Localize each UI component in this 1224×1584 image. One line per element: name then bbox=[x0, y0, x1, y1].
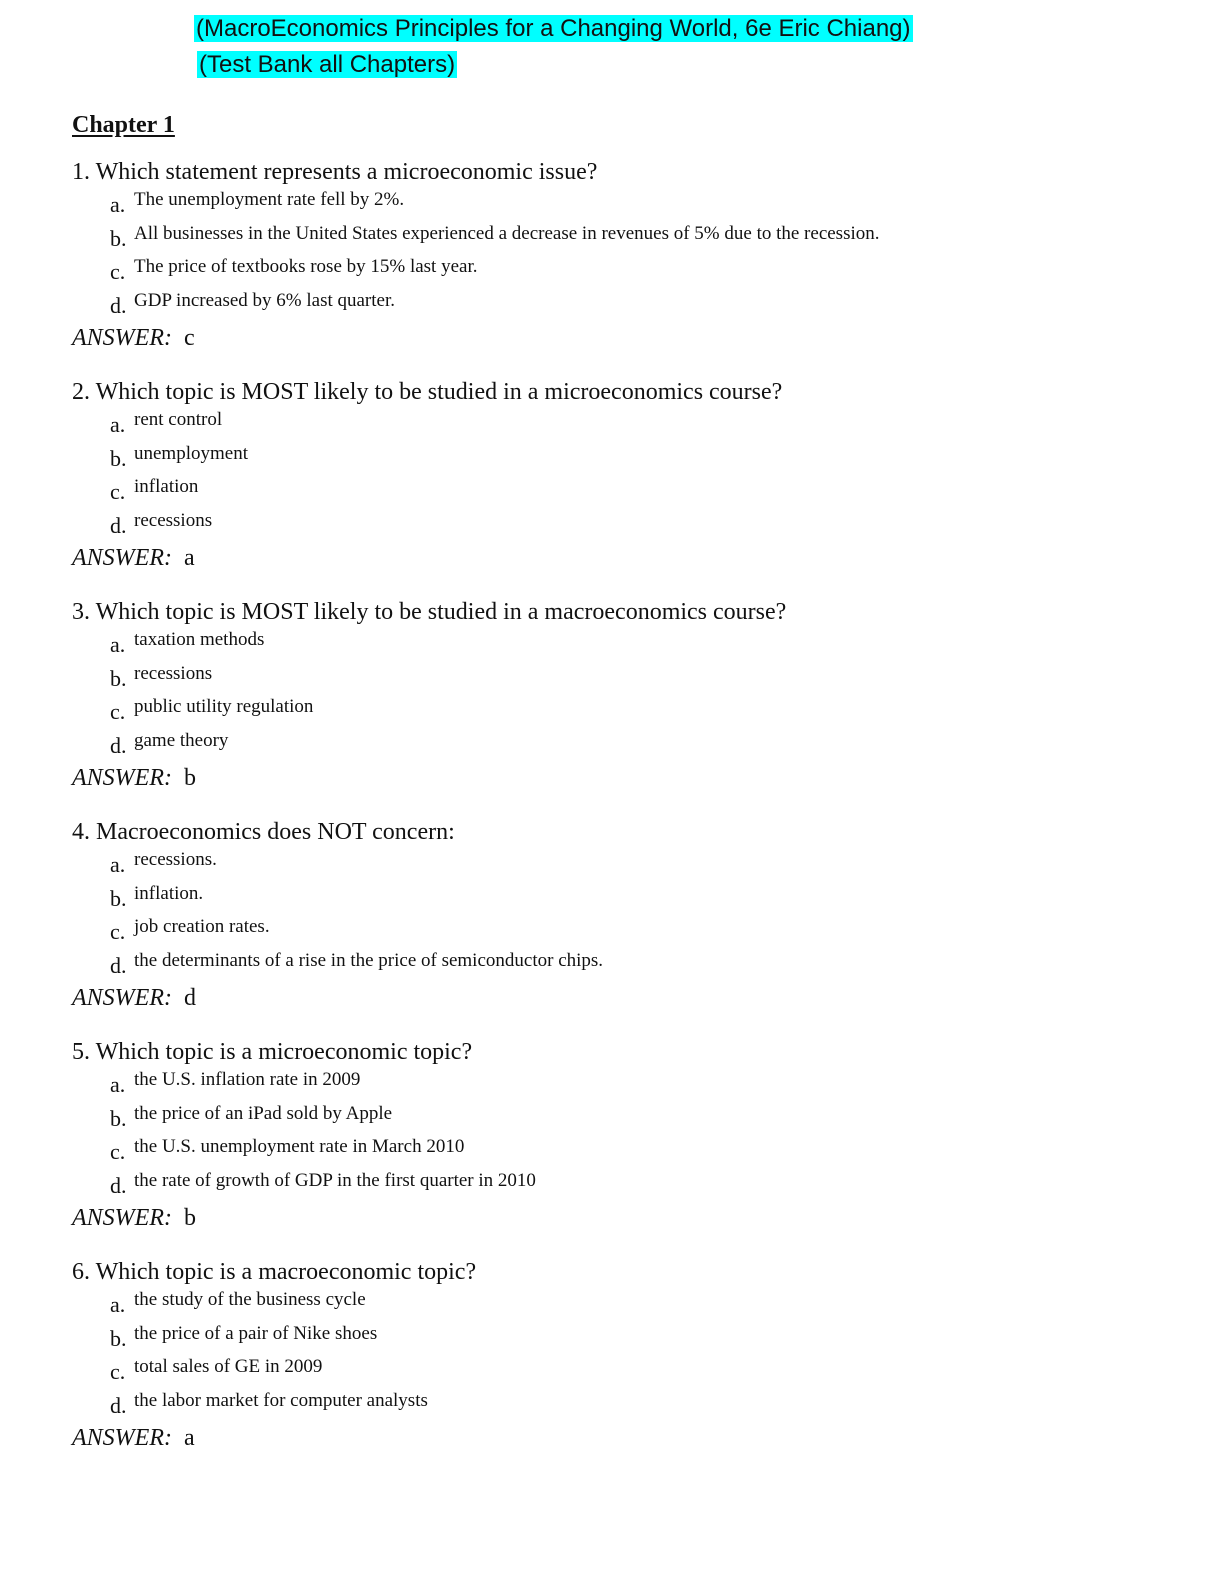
header-title: (MacroEconomics Principles for a Changing World, 6e Eric Chiang) bbox=[196, 15, 911, 42]
question-text bbox=[72, 157, 1172, 187]
choice-item bbox=[110, 407, 1172, 441]
choice-item bbox=[110, 187, 1172, 221]
choice-list bbox=[110, 1287, 1172, 1421]
header-title-line bbox=[194, 14, 913, 44]
choice-letter: d. bbox=[110, 952, 127, 978]
question-text bbox=[72, 597, 1172, 627]
choice-letter: a. bbox=[110, 1072, 126, 1097]
answer-value: a bbox=[183, 1425, 195, 1451]
choice-item bbox=[110, 1101, 1172, 1135]
answer-label: ANSWER: bbox=[72, 985, 172, 1011]
choice-item bbox=[110, 1354, 1172, 1388]
choice-item bbox=[110, 627, 1172, 661]
question-text bbox=[72, 377, 1172, 407]
choice-text: recessions. bbox=[134, 849, 217, 870]
question-item bbox=[72, 377, 1172, 597]
question-list bbox=[72, 157, 1172, 1477]
choice-item bbox=[110, 474, 1172, 508]
choice-list bbox=[110, 847, 1172, 981]
choice-list bbox=[110, 407, 1172, 541]
header-subtitle: (Test Bank all Chapters) bbox=[199, 51, 456, 78]
choice-letter: d. bbox=[110, 732, 127, 758]
answer-value: d bbox=[183, 985, 196, 1011]
choice-item bbox=[110, 1134, 1172, 1168]
question-number: 1. bbox=[72, 159, 90, 185]
choice-item bbox=[110, 221, 1172, 255]
choice-text: public utility regulation bbox=[134, 696, 314, 717]
question-prompt: Which statement represents a microeconomic issue? bbox=[95, 159, 598, 185]
choice-letter: d. bbox=[110, 1172, 127, 1198]
answer-line bbox=[72, 543, 1172, 573]
answer-label: ANSWER: bbox=[72, 1205, 172, 1231]
choice-item bbox=[110, 948, 1172, 982]
choice-item bbox=[110, 254, 1172, 288]
choice-item bbox=[110, 847, 1172, 881]
answer-line bbox=[72, 1203, 1172, 1233]
choice-letter: b. bbox=[110, 885, 127, 911]
choice-letter: a. bbox=[110, 192, 126, 217]
choice-letter: c. bbox=[110, 1359, 126, 1384]
choice-letter: a. bbox=[110, 852, 126, 877]
choice-letter: d. bbox=[110, 1392, 127, 1418]
choice-list bbox=[110, 187, 1172, 321]
choice-item bbox=[110, 881, 1172, 915]
choice-item bbox=[110, 1067, 1172, 1101]
choice-item bbox=[110, 728, 1172, 762]
choice-text: the study of the business cycle bbox=[134, 1289, 366, 1310]
choice-text: total sales of GE in 2009 bbox=[134, 1356, 323, 1377]
choice-item bbox=[110, 288, 1172, 322]
question-prompt: Which topic is MOST likely to be studied in a macroeconomics course? bbox=[95, 599, 787, 625]
choice-item bbox=[110, 661, 1172, 695]
choice-item bbox=[110, 508, 1172, 542]
choice-text: The price of textbooks rose by 15% last year. bbox=[134, 256, 478, 277]
choice-list bbox=[110, 1067, 1172, 1201]
answer-value: b bbox=[183, 765, 196, 791]
question-item bbox=[72, 817, 1172, 1037]
choice-letter: b. bbox=[110, 1105, 127, 1131]
question-text bbox=[72, 1257, 1172, 1287]
answer-line bbox=[72, 323, 1172, 353]
chapter-heading: Chapter 1 bbox=[72, 112, 175, 138]
choice-text: the labor market for computer analysts bbox=[134, 1389, 428, 1411]
question-number: 4. bbox=[72, 819, 90, 845]
answer-value: b bbox=[183, 1205, 196, 1231]
answer-value: a bbox=[183, 545, 195, 571]
choice-letter: a. bbox=[110, 632, 126, 657]
choice-text: recessions bbox=[134, 662, 213, 684]
answer-label: ANSWER: bbox=[72, 325, 172, 351]
question-prompt: Which topic is a macroeconomic topic? bbox=[95, 1259, 477, 1285]
question-item bbox=[72, 1037, 1172, 1257]
answer-value: c bbox=[183, 325, 195, 351]
choice-letter: d. bbox=[110, 512, 127, 538]
choice-text: the price of an iPad sold by Apple bbox=[134, 1102, 393, 1124]
choice-letter: c. bbox=[110, 479, 126, 504]
question-prompt: Which topic is MOST likely to be studied in a microeconomics course? bbox=[95, 379, 783, 405]
choice-text: the determinants of a rise in the price of semiconductor chips. bbox=[134, 949, 604, 971]
choice-letter: c. bbox=[110, 1139, 126, 1164]
choice-text: taxation methods bbox=[134, 629, 265, 650]
question-text bbox=[72, 1037, 1172, 1067]
question-number: 5. bbox=[72, 1039, 90, 1065]
question-item bbox=[72, 597, 1172, 817]
choice-item bbox=[110, 1388, 1172, 1422]
choice-text: recessions bbox=[134, 509, 213, 531]
choice-text: All businesses in the United States experienced a decrease in revenues of 5% due to the recession. bbox=[134, 222, 880, 244]
choice-text: the rate of growth of GDP in the first quarter in 2010 bbox=[134, 1169, 536, 1191]
choice-letter: b. bbox=[110, 225, 127, 251]
header-subtitle-line bbox=[197, 50, 913, 80]
choice-letter: b. bbox=[110, 1325, 127, 1351]
question-prompt: Macroeconomics does NOT concern: bbox=[96, 819, 455, 845]
choice-letter: c. bbox=[110, 919, 126, 944]
choice-item bbox=[110, 1287, 1172, 1321]
document-header bbox=[194, 14, 913, 86]
question-number: 3. bbox=[72, 599, 90, 625]
choice-item bbox=[110, 441, 1172, 475]
choice-list bbox=[110, 627, 1172, 761]
choice-item bbox=[110, 914, 1172, 948]
choice-letter: b. bbox=[110, 445, 127, 471]
choice-text: inflation. bbox=[134, 882, 204, 904]
choice-text: The unemployment rate fell by 2%. bbox=[134, 189, 405, 210]
choice-text: the U.S. inflation rate in 2009 bbox=[134, 1069, 361, 1090]
answer-label: ANSWER: bbox=[72, 545, 172, 571]
question-item bbox=[72, 1257, 1172, 1477]
choice-item bbox=[110, 1168, 1172, 1202]
choice-letter: a. bbox=[110, 412, 126, 437]
choice-text: rent control bbox=[134, 409, 223, 430]
choice-text: unemployment bbox=[134, 442, 248, 464]
choice-text: job creation rates. bbox=[134, 916, 270, 937]
question-number: 6. bbox=[72, 1259, 90, 1285]
question-number: 2. bbox=[72, 379, 90, 405]
choice-letter: c. bbox=[110, 259, 126, 284]
choice-letter: b. bbox=[110, 665, 127, 691]
choice-item bbox=[110, 1321, 1172, 1355]
choice-letter: a. bbox=[110, 1292, 126, 1317]
question-prompt: Which topic is a microeconomic topic? bbox=[95, 1039, 473, 1065]
choice-text: the price of a pair of Nike shoes bbox=[134, 1322, 378, 1344]
choice-letter: c. bbox=[110, 699, 126, 724]
answer-line bbox=[72, 983, 1172, 1013]
choice-text: the U.S. unemployment rate in March 2010 bbox=[134, 1136, 465, 1157]
choice-letter: d. bbox=[110, 292, 127, 318]
question-text bbox=[72, 817, 1172, 847]
answer-label: ANSWER: bbox=[72, 765, 172, 791]
question-item bbox=[72, 157, 1172, 377]
answer-line bbox=[72, 763, 1172, 793]
choice-text: game theory bbox=[134, 729, 229, 751]
choice-item bbox=[110, 694, 1172, 728]
answer-label: ANSWER: bbox=[72, 1425, 172, 1451]
answer-line bbox=[72, 1423, 1172, 1453]
choice-text: inflation bbox=[134, 476, 199, 497]
choice-text: GDP increased by 6% last quarter. bbox=[134, 289, 395, 311]
